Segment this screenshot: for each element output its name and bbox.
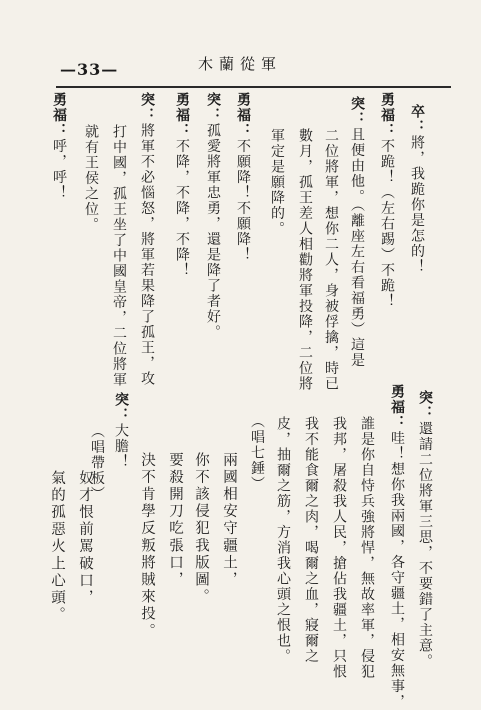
text-column bbox=[108, 124, 130, 388]
line-text: 且便由他。（離座左右看福勇）這是 bbox=[349, 127, 365, 368]
text-column bbox=[320, 128, 342, 392]
text-column bbox=[346, 96, 368, 368]
line-text: 就有王侯之位。 bbox=[83, 124, 99, 233]
speaker-label: 卒： bbox=[409, 104, 425, 135]
text-column bbox=[356, 416, 378, 680]
line-text: 將軍不必惱怒，將軍若果降了孤王，攻 bbox=[139, 123, 155, 387]
lyric-line bbox=[74, 470, 96, 607]
line-text: 不降，不降，不降！ bbox=[174, 138, 190, 278]
text-column bbox=[171, 92, 193, 278]
line-text: （唱七錘） bbox=[249, 414, 265, 492]
speaker-label: 突： bbox=[205, 92, 221, 123]
text-column bbox=[80, 124, 102, 233]
speaker-label: 勇福： bbox=[235, 92, 251, 139]
header-rule bbox=[56, 86, 451, 88]
speaker-label: 突： bbox=[113, 392, 129, 423]
text-column bbox=[202, 92, 224, 340]
line-text: （唱帶板） bbox=[89, 424, 105, 502]
running-title: 木蘭從軍 bbox=[198, 55, 283, 73]
line-text: 還請二位將軍三思，不要錯了主意。 bbox=[417, 421, 433, 669]
line-text: 不跪！（左右踢）不跪！ bbox=[379, 138, 395, 309]
lyric-line bbox=[46, 470, 68, 624]
text-column bbox=[232, 92, 254, 263]
text-column bbox=[386, 384, 408, 710]
speaker-label: 突： bbox=[139, 92, 155, 123]
line-text: 我邦，屠殺我人民，搶佔我疆土，只恨 bbox=[331, 416, 347, 680]
line-text: 孤愛將軍忠勇，還是降了者好。 bbox=[205, 123, 221, 340]
text-column bbox=[406, 104, 428, 275]
text-column bbox=[300, 416, 322, 664]
speaker-label: 突： bbox=[417, 390, 433, 421]
line-text: 誰是你自恃兵強將悍，無故率軍，侵犯 bbox=[359, 416, 375, 680]
text-column bbox=[48, 92, 70, 201]
line-text: 將，我跪你是怎的！ bbox=[409, 135, 425, 275]
lyric-text: 兩國相安守疆土， bbox=[221, 452, 237, 589]
page-number: —33— bbox=[60, 60, 119, 79]
text-column bbox=[136, 92, 158, 387]
text-column bbox=[266, 128, 288, 237]
text-column bbox=[414, 390, 436, 669]
speaker-label: 勇福： bbox=[51, 92, 67, 139]
lyric-text: 氣的孤惡火上心頭。 bbox=[49, 470, 65, 624]
lyric-text: 要殺開刀吃張口， bbox=[167, 452, 183, 589]
speaker-label: 突： bbox=[349, 96, 365, 127]
lyric-line bbox=[190, 452, 212, 606]
line-text: 不願降！不願降！ bbox=[235, 138, 251, 263]
lyric-line bbox=[164, 452, 186, 589]
line-text: 呼，呼！ bbox=[51, 138, 67, 201]
speaker-label: 勇福： bbox=[379, 92, 395, 139]
text-column bbox=[328, 416, 350, 680]
line-text: 軍定是願降的。 bbox=[269, 128, 285, 237]
lyric-text: 決不肯學反叛將賊來投。 bbox=[139, 452, 155, 641]
text-column bbox=[294, 128, 316, 392]
text-column bbox=[246, 414, 268, 492]
line-text: 我不能食爾之肉，喝爾之血，寢爾之 bbox=[303, 416, 319, 664]
lyric-text: 奴才恨前罵破口， bbox=[77, 470, 93, 607]
lyric-line bbox=[218, 452, 240, 589]
text-column bbox=[376, 92, 398, 309]
speaker-label: 勇福： bbox=[389, 384, 405, 431]
line-text: 皮，抽爾之筋，方消我心頭之恨也。 bbox=[275, 416, 291, 664]
line-text: 數月，孤王差人相勸將軍投降，二位將 bbox=[297, 128, 313, 392]
line-text: 二位將軍，想你二人，身被俘擒，時已 bbox=[323, 128, 339, 392]
line-text: 哇！想你我兩國，各守疆土，相安無事， bbox=[389, 430, 405, 710]
lyric-line bbox=[136, 452, 158, 640]
speaker-label: 勇福： bbox=[174, 92, 190, 139]
text-column bbox=[272, 416, 294, 664]
line-text: 打中國，孤王坐了中國皇帝，二位將軍 bbox=[111, 124, 127, 388]
line-text: 大膽！ bbox=[113, 423, 129, 470]
lyric-text: 你不該侵犯我版圖。 bbox=[193, 452, 209, 606]
text-column bbox=[110, 392, 132, 470]
